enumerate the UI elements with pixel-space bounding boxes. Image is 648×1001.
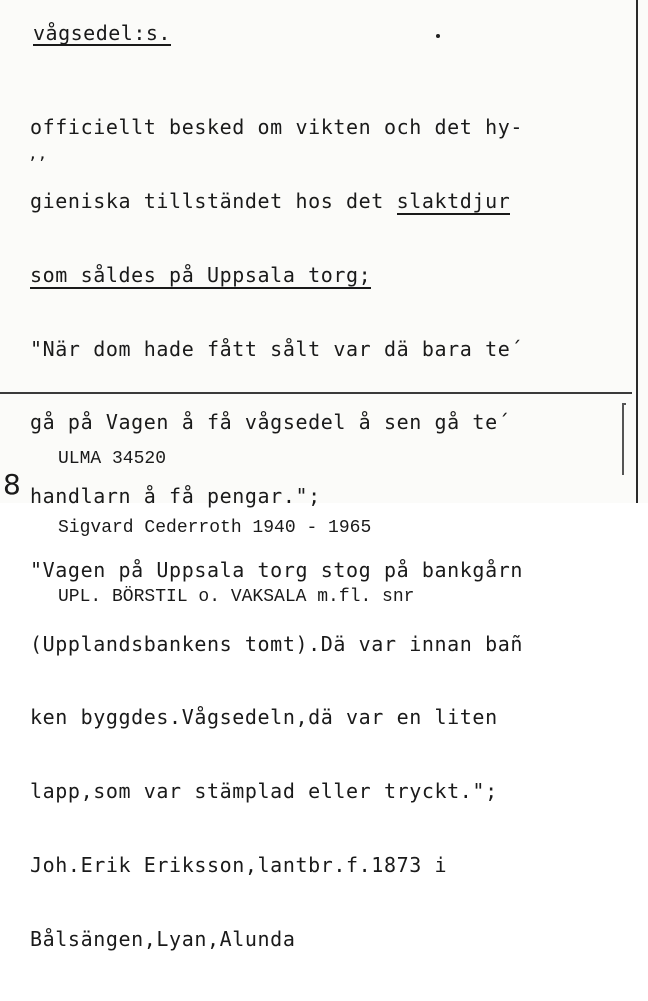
body-line-text: ken byggdes.Vågsedeln,dä var en liten <box>30 705 498 730</box>
archive-id: ULMA 34520 <box>58 449 167 469</box>
body-line <box>30 189 523 214</box>
body-line-text: gå på Vagen å få vågsedel å sen gå te´ <box>30 410 511 435</box>
card-right-border <box>636 10 638 503</box>
underlined-text: slaktdjur <box>396 188 511 213</box>
body-line-text: "Vagen på Uppsala torg stog på bankgårn <box>30 557 523 582</box>
body-line <box>30 115 523 140</box>
bracket-mark <box>622 403 626 475</box>
body-line <box>30 853 523 878</box>
body-line <box>30 263 523 288</box>
location: UPL. BÖRSTIL o. VAKSALA m.fl. snr <box>58 587 415 607</box>
underlined-text: som såldes på Uppsala torg; <box>30 262 372 287</box>
body-line-text: officiellt besked om vikten och det hy- <box>30 115 523 140</box>
body-line-text: lapp,som var stämplad eller tryckt."; <box>30 779 498 804</box>
body-line-text: handlarn å få pengar."; <box>30 484 321 509</box>
body-line <box>30 705 523 730</box>
body-line-text: gieniska tillständet hos det <box>30 188 397 213</box>
margin-mark: ‚‚ <box>28 144 48 163</box>
card-footer <box>58 402 414 655</box>
body-line-text: (Upplandsbankens tomt).Dä var innan bañ <box>30 631 523 656</box>
body-line <box>30 337 523 362</box>
card-heading: vågsedel:s. <box>33 21 171 45</box>
ink-dot <box>436 34 440 38</box>
footer-divider <box>0 392 632 394</box>
body-line-text: Joh.Erik Eriksson,lantbr.f.1873 i <box>30 853 448 877</box>
collector: Sigvard Cederroth 1940 - 1965 <box>58 518 372 538</box>
body-line <box>30 779 523 804</box>
page-number: 8 <box>3 468 21 501</box>
body-line-text: Bålsängen,Lyan,Alunda <box>30 926 296 951</box>
body-line-text: "När dom hade fått sålt var dä bara te´ <box>30 336 523 361</box>
body-line <box>30 927 523 952</box>
